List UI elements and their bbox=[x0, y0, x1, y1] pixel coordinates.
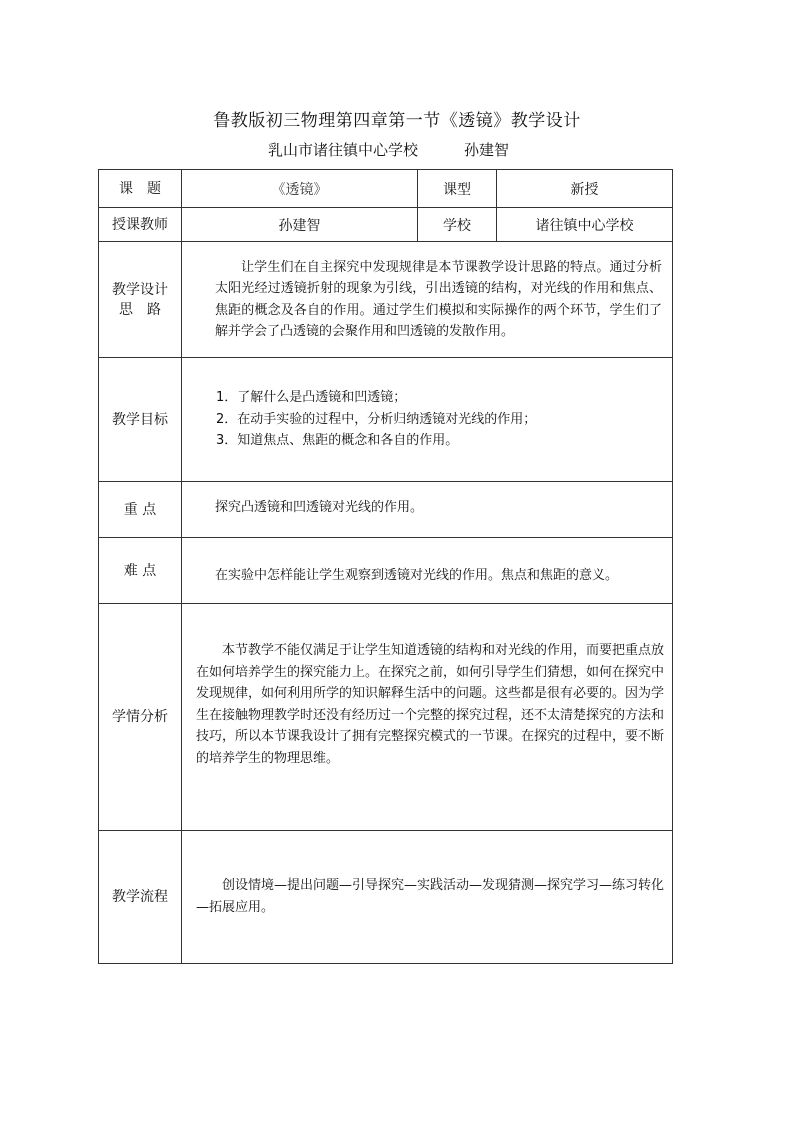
author-name: 孙建智 bbox=[464, 141, 510, 159]
key-label: 重 点 bbox=[99, 482, 182, 538]
goal-item: 2．在动手实验的过程中，分析归纳透镜对光线的作用； bbox=[216, 411, 537, 427]
goals-cell bbox=[182, 358, 673, 482]
design-label bbox=[99, 242, 182, 358]
teacher-label: 授课教师 bbox=[99, 208, 182, 242]
table-row bbox=[99, 482, 673, 538]
design-label-line1: 教学设计 bbox=[112, 281, 168, 298]
table-row bbox=[99, 208, 673, 242]
school-name: 乳山市诸往镇中心学校 bbox=[268, 141, 419, 159]
goal-item: 1．了解什么是凸透镜和凹透镜； bbox=[216, 390, 407, 406]
design-text: 让学生们在自主探究中发现规律是本节课教学设计思路的特点。通过分析太阳光经过透镜折射的现象为引线，引出透镜的结构，对光线的作用和焦点、焦距的概念及各自的作用。通过学生们模拟和实际操作的两个环节，学生们了解并学会了凸透镜的会聚作用和凹透镜的发散作用。 bbox=[215, 259, 662, 339]
teacher-value: 孙建智 bbox=[182, 208, 418, 242]
analysis-label: 学情分析 bbox=[99, 604, 182, 831]
goals-label: 教学目标 bbox=[99, 358, 182, 482]
topic-label: 课 题 bbox=[99, 170, 182, 208]
difficulty-cell bbox=[182, 538, 673, 604]
school-value: 诸往镇中心学校 bbox=[497, 208, 673, 242]
lesson-plan-table bbox=[98, 169, 673, 964]
goals-list bbox=[182, 387, 672, 452]
type-value: 新授 bbox=[497, 170, 673, 208]
topic-value: 《透镜》 bbox=[182, 170, 418, 208]
difficulty-text: 在实验中怎样能让学生观察到透镜对光线的作用。焦点和焦距的意义。 bbox=[215, 568, 619, 583]
table-row bbox=[99, 242, 673, 358]
type-label: 课型 bbox=[418, 170, 497, 208]
process-cell bbox=[182, 831, 673, 964]
analysis-text: 本节教学不能仅满足于让学生知道透镜的结构和对光线的作用，而要把重点放在如何培养学生的探究能力上。在探究之前，如何引导学生们猜想，如何在探究中发现规律，如何利用所学的知识解释生活中的问题。这些都是很有必要的。因为学生在接触物理教学时还没有经历过一个完整的探究过程，还不太清楚探究的方法和技巧，所以本节课我设计了拥有完整探究模式的一节课。在探究的过程中，要不断的培养学生的物理思维。 bbox=[196, 643, 665, 766]
key-cell bbox=[182, 482, 673, 538]
table-row bbox=[99, 358, 673, 482]
table-row bbox=[99, 538, 673, 604]
process-text: 创设情境—提出问题—引导探究—实践活动—发现猜测—探究学习—练习转化—拓展应用。 bbox=[196, 878, 665, 915]
process-label: 教学流程 bbox=[99, 831, 182, 964]
document-title: 鲁教版初三物理第四章第一节《透镜》教学设计 bbox=[213, 111, 581, 131]
design-label-line2: 思 路 bbox=[119, 301, 161, 318]
design-cell bbox=[182, 242, 673, 358]
table-row bbox=[99, 170, 673, 208]
table-row bbox=[99, 604, 673, 831]
table-row bbox=[99, 831, 673, 964]
document-subtitle bbox=[268, 139, 509, 160]
goal-item: 3．知道焦点、焦距的概念和各自的作用。 bbox=[216, 433, 459, 449]
analysis-cell bbox=[182, 604, 673, 831]
school-label: 学校 bbox=[418, 208, 497, 242]
key-text: 探究凸透镜和凹透镜对光线的作用。 bbox=[215, 500, 424, 515]
difficulty-label: 难 点 bbox=[99, 538, 182, 604]
